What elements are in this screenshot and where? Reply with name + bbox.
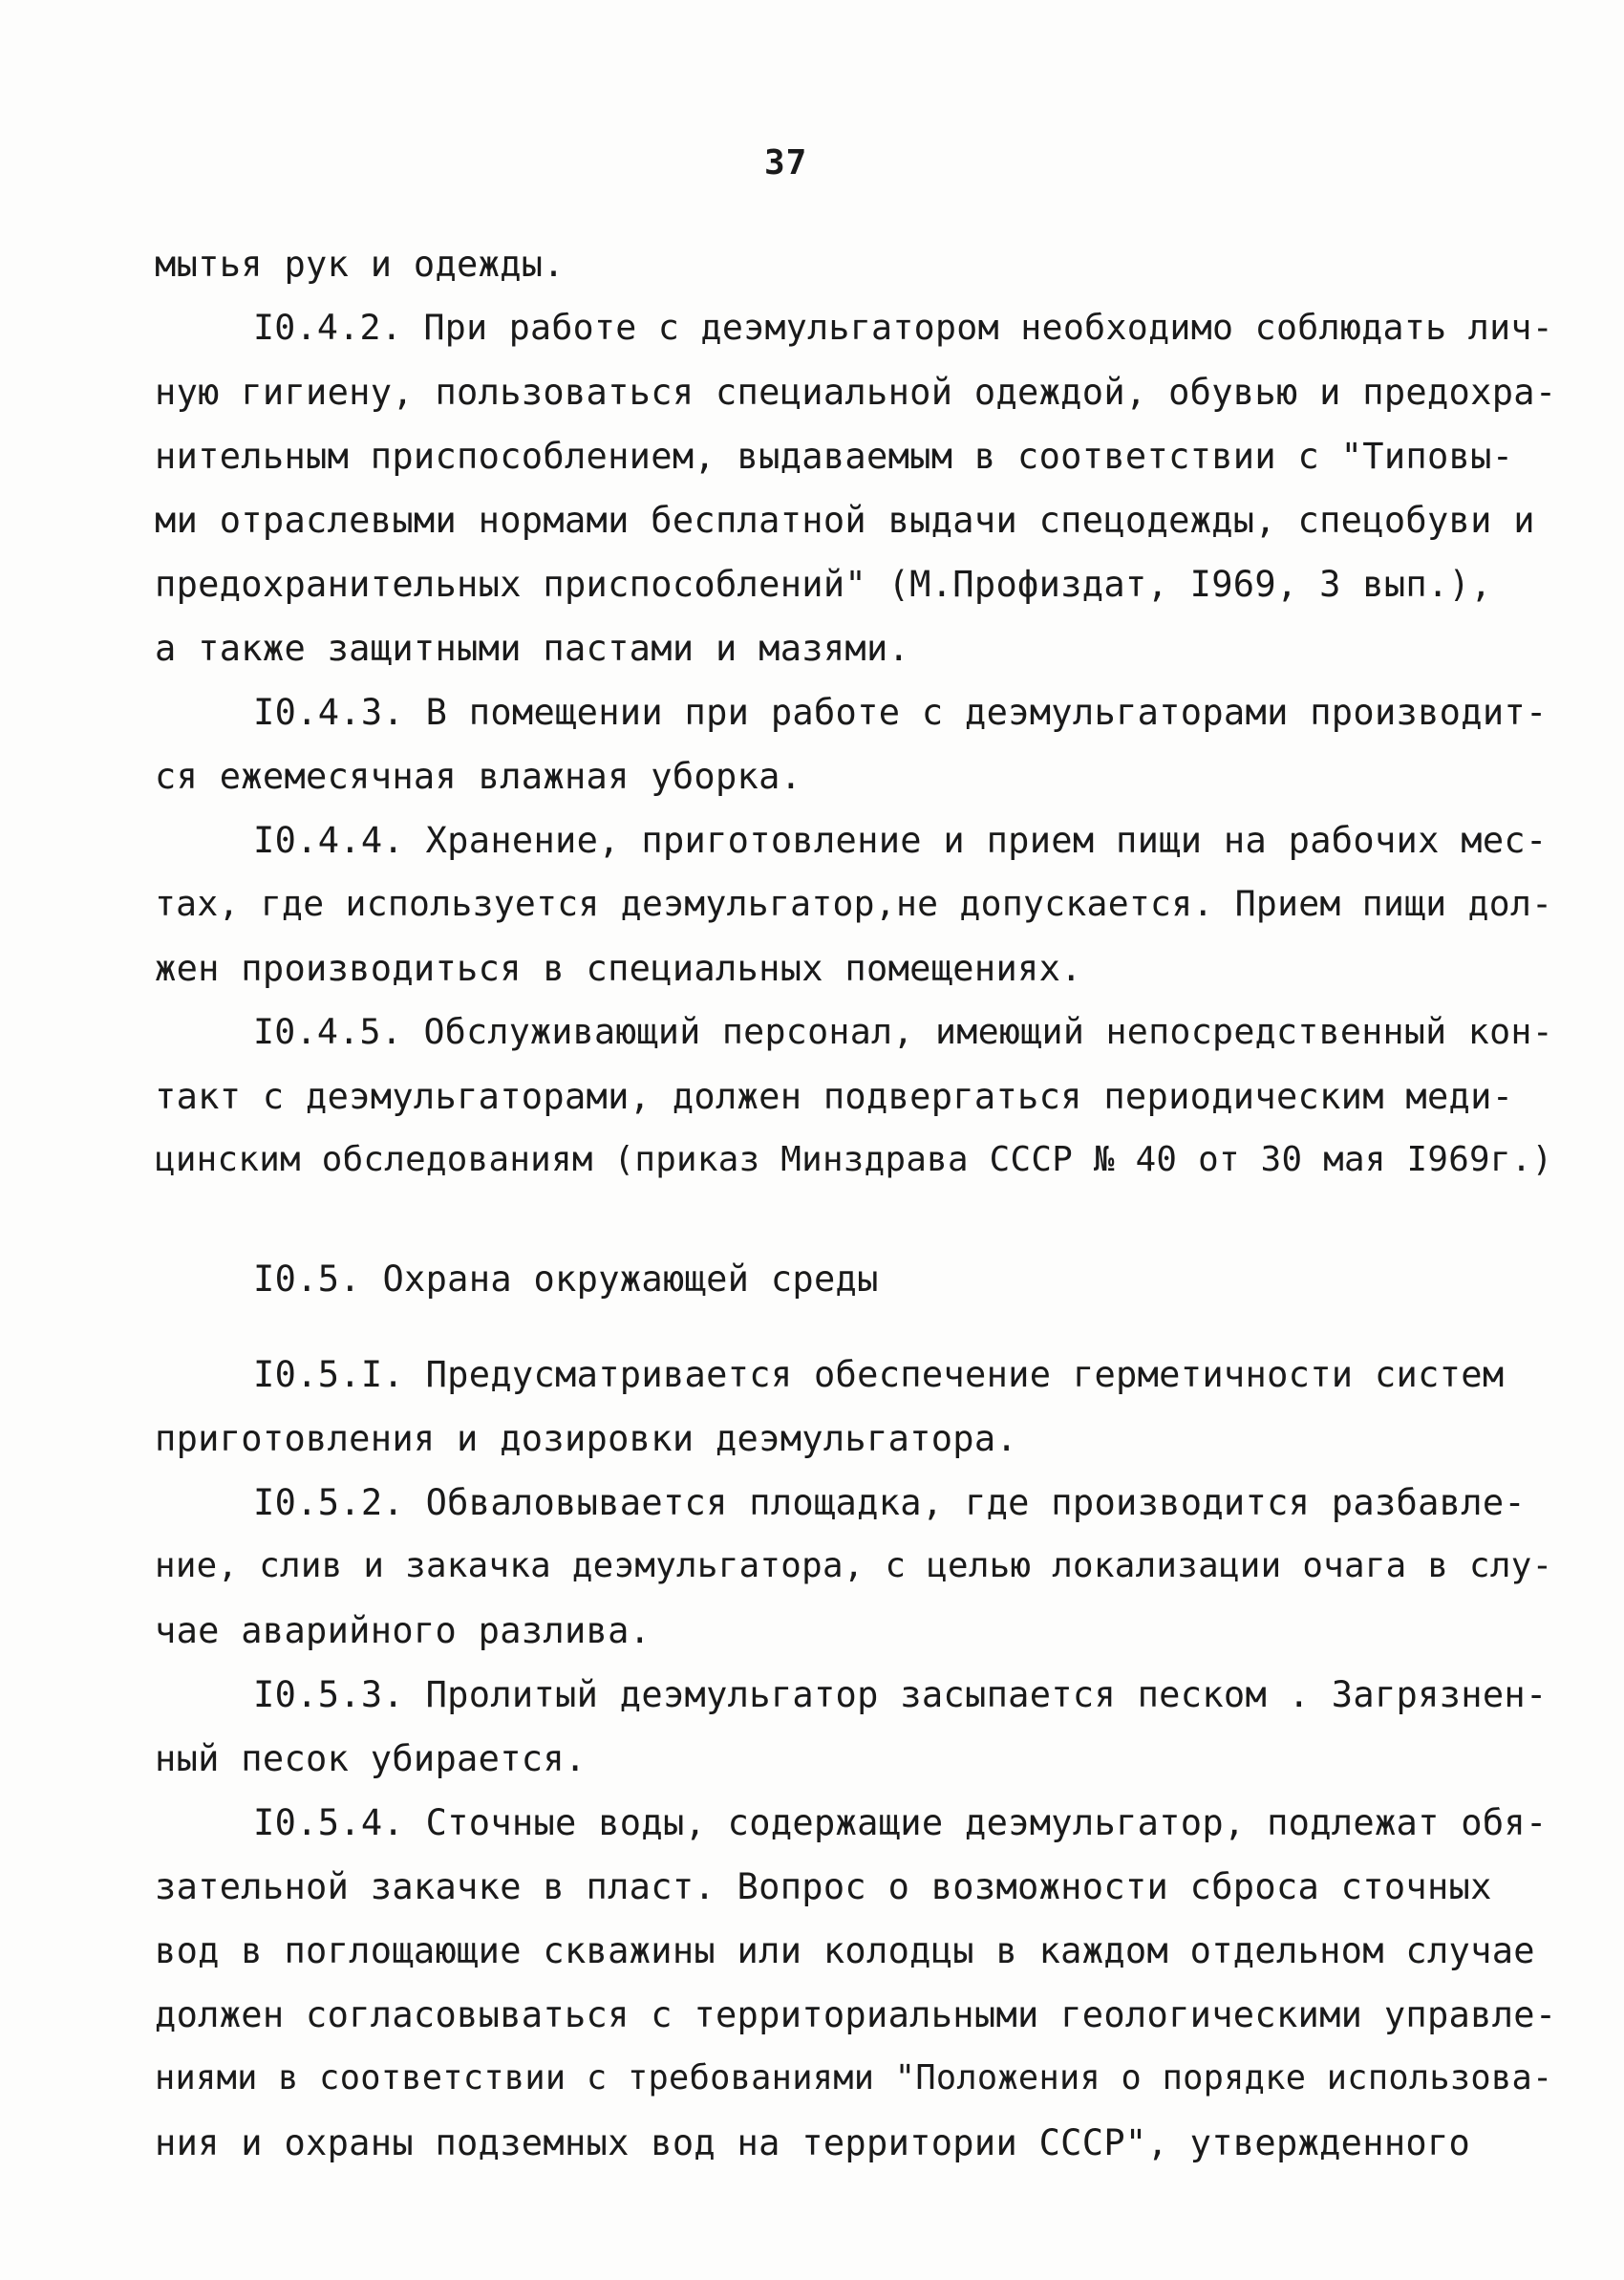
text-line: I0.5.4. Сточные воды, содержащие деэмульгатор, подлежат обя- — [253, 1802, 1548, 1843]
text-line: а также защитными пастами и мазями. — [155, 628, 910, 669]
text-line: предохранительных приспособлений" (М.Профиздат, I969, 3 вып.), — [155, 564, 1492, 605]
text-line: мытья рук и одежды. — [155, 244, 565, 285]
text-line: тах, где используется деэмульгатор,не допускается. Прием пищи дол- — [155, 883, 1553, 924]
text-line: I0.4.2. При работе с деэмульгатором необходимо соблюдать лич- — [253, 307, 1554, 348]
text-line: цинским обследованиям (приказ Минздрава СССР № 40 от 30 мая I969г.) — [155, 1140, 1553, 1179]
text-line: жен производиться в специальных помещениях. — [155, 948, 1082, 989]
text-line: вод в поглощающие скважины или колодцы в каждом отдельном случае — [155, 1930, 1535, 1971]
text-line: I0.4.3. В помещении при работе с деэмульгаторами производит- — [253, 692, 1548, 733]
text-line: I0.4.4. Хранение, приготовление и прием пищи на рабочих мес- — [253, 820, 1548, 861]
text-line: ную гигиену, пользоваться специальной одеждой, обувью и предохра- — [155, 372, 1557, 413]
text-line: I0.5.3. Пролитый деэмульгатор засыпается песком . Загрязнен- — [253, 1674, 1548, 1715]
text-line: ниями в соответствии с требованиями "Положения о порядке использова- — [155, 2058, 1553, 2097]
section-heading: I0.5. Охрана окружающей среды — [253, 1258, 879, 1300]
text-line: ми отраслевыми нормами бесплатной выдачи спецодежды, спецобуви и — [155, 500, 1535, 541]
text-line: ния и охраны подземных вод на территории СССР", утвержденного — [155, 2122, 1471, 2163]
text-line: зательной закачке в пласт. Вопрос о возможности сброса сточных — [155, 1866, 1492, 1907]
text-line: ный песок убирается. — [155, 1738, 587, 1779]
text-line: I0.5.2. Обваловывается площадка, где производится разбавле- — [253, 1482, 1526, 1523]
text-line: ние, слив и закачка деэмульгатора, с целью локализации очага в слу- — [155, 1546, 1553, 1585]
text-line: I0.5.I. Предусматривается обеспечение герметичности систем — [253, 1354, 1505, 1395]
page-number: 37 — [764, 143, 808, 183]
text-line: нительным приспособлением, выдаваемым в соответствии с "Типовы- — [155, 436, 1514, 477]
text-line: чае аварийного разлива. — [155, 1610, 652, 1651]
text-line: приготовления и дозировки деэмульгатора. — [155, 1418, 1018, 1459]
text-line: должен согласовываться с территориальными геологическими управле- — [155, 1994, 1557, 2035]
text-line: ся ежемесячная влажная уборка. — [155, 756, 802, 797]
text-line: I0.4.5. Обслуживающий персонал, имеющий непосредственный кон- — [253, 1011, 1554, 1052]
text-line: такт с деэмульгаторами, должен подвергаться периодическим меди- — [155, 1076, 1514, 1117]
